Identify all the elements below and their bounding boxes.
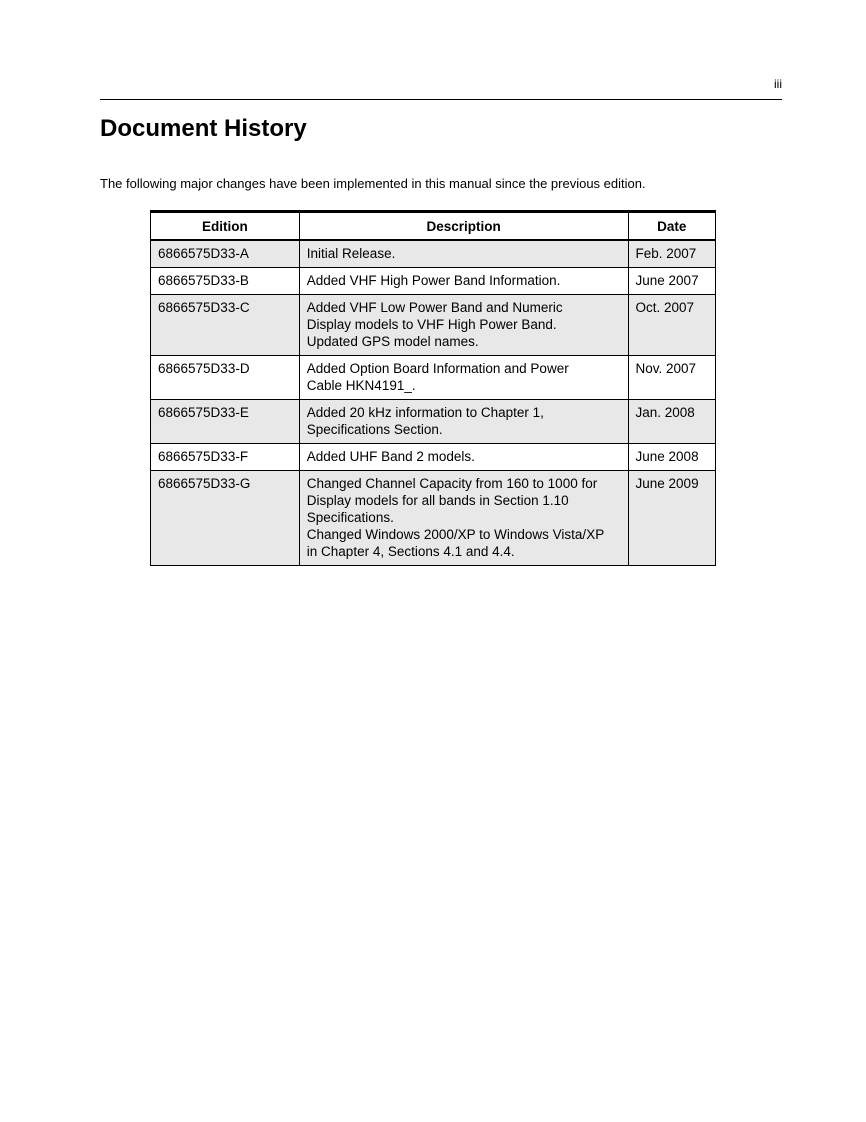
table-row <box>151 356 716 400</box>
edition-cell: 6866575D33-E <box>151 400 300 444</box>
edition-cell: 6866575D33-A <box>151 240 300 268</box>
description-cell <box>299 400 628 444</box>
table-row <box>151 268 716 295</box>
column-header-edition: Edition <box>151 212 300 241</box>
table-body <box>151 240 716 566</box>
table-row <box>151 400 716 444</box>
description-cell <box>299 444 628 471</box>
column-header-description: Description <box>299 212 628 241</box>
description-line: Added 20 kHz information to Chapter 1, <box>306 405 544 420</box>
date-cell: Oct. 2007 <box>628 295 715 356</box>
description-cell <box>299 268 628 295</box>
edition-cell: 6866575D33-D <box>151 356 300 400</box>
edition-cell: 6866575D33-C <box>151 295 300 356</box>
description-line: Added UHF Band 2 models. <box>306 449 475 464</box>
description-line: Updated GPS model names. <box>306 334 479 349</box>
description-line: Display models to VHF High Power Band. <box>306 317 557 332</box>
description-line: Added VHF High Power Band Information. <box>306 273 561 288</box>
intro-paragraph: The following major changes have been implemented in this manual since the previous edition. <box>100 176 646 191</box>
date-cell: June 2008 <box>628 444 715 471</box>
date-cell: Nov. 2007 <box>628 356 715 400</box>
edition-cell: 6866575D33-G <box>151 471 300 566</box>
table-row <box>151 295 716 356</box>
table-row <box>151 471 716 566</box>
date-cell: June 2007 <box>628 268 715 295</box>
date-cell: Jan. 2008 <box>628 400 715 444</box>
description-line: Added Option Board Information and Power <box>306 361 569 376</box>
description-line: Specifications. <box>306 510 394 525</box>
description-cell <box>299 471 628 566</box>
description-line: Added VHF Low Power Band and Numeric <box>306 300 563 315</box>
header-rule <box>100 99 782 100</box>
description-line: Changed Windows 2000/XP to Windows Vista/XP <box>306 527 605 542</box>
date-cell: June 2009 <box>628 471 715 566</box>
table-row <box>151 444 716 471</box>
page-title: Document History <box>100 115 307 142</box>
column-header-date: Date <box>628 212 715 241</box>
description-cell <box>299 356 628 400</box>
edition-cell: 6866575D33-B <box>151 268 300 295</box>
description-line: Initial Release. <box>306 246 396 261</box>
description-cell <box>299 240 628 268</box>
edition-cell: 6866575D33-F <box>151 444 300 471</box>
description-cell <box>299 295 628 356</box>
table-row <box>151 240 716 268</box>
page-number: iii <box>774 77 782 91</box>
description-line: Changed Channel Capacity from 160 to 1000 for <box>306 476 598 491</box>
description-line: Specifications Section. <box>306 422 443 437</box>
description-line: Cable HKN4191_. <box>306 378 416 393</box>
table-header-row <box>151 212 716 241</box>
date-cell: Feb. 2007 <box>628 240 715 268</box>
document-history-table <box>150 210 716 566</box>
description-line: in Chapter 4, Sections 4.1 and 4.4. <box>306 544 515 559</box>
description-line: Display models for all bands in Section 1.10 <box>306 493 569 508</box>
